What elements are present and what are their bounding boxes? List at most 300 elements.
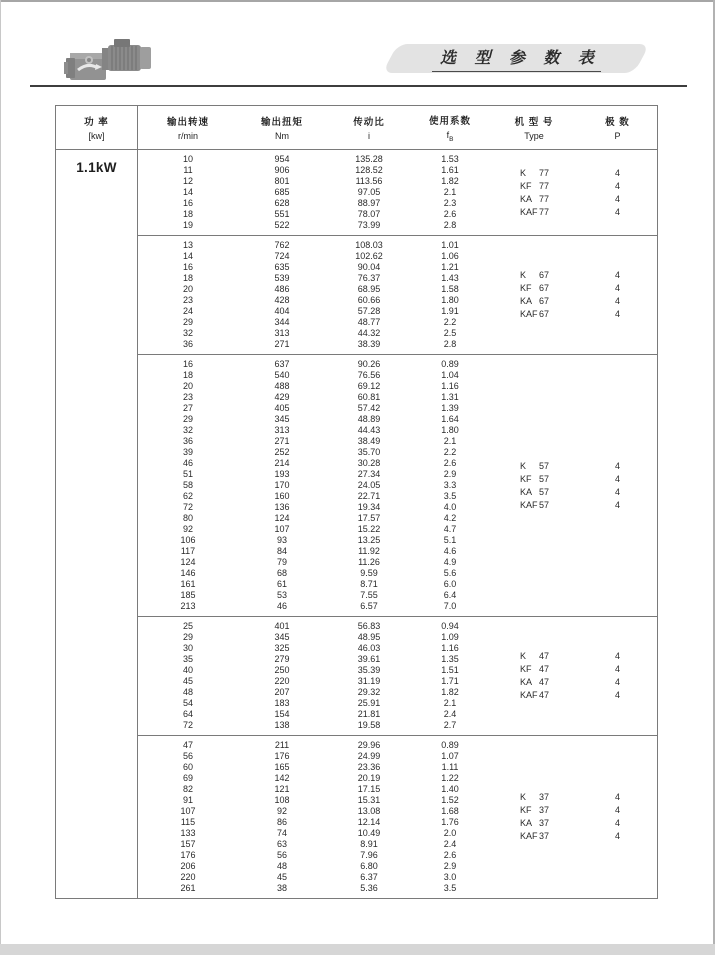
type-label xyxy=(488,830,580,843)
cell-factor: 2.1 xyxy=(443,698,457,708)
cell-ratio: 90.26 xyxy=(357,359,381,369)
cell-torque: 345 xyxy=(274,632,290,642)
cell-factor: 2.9 xyxy=(443,469,457,479)
cell-speed: 32 xyxy=(182,425,193,435)
data-rows xyxy=(138,359,488,612)
table-row xyxy=(138,568,488,579)
type-prefix: KF xyxy=(520,805,532,815)
cell-factor: 2.4 xyxy=(443,709,457,719)
cell-speed: 36 xyxy=(182,436,193,446)
divider-rule xyxy=(30,85,687,87)
type-row xyxy=(488,830,657,843)
table-row xyxy=(138,579,488,590)
cell-factor: 1.22 xyxy=(441,773,459,783)
type-prefix: KA xyxy=(520,818,533,828)
cell-torque: 762 xyxy=(274,240,290,250)
table-row xyxy=(138,240,488,251)
cell-ratio: 90.04 xyxy=(357,262,381,272)
cell-factor: 1.80 xyxy=(441,425,459,435)
cell-torque: 220 xyxy=(274,676,290,686)
cell-ratio: 27.34 xyxy=(357,469,381,479)
cell-speed: 16 xyxy=(182,359,193,369)
cell-speed: 56 xyxy=(182,751,193,761)
cell-factor: 0.94 xyxy=(441,621,459,631)
table-row xyxy=(138,425,488,436)
cell-speed: 14 xyxy=(182,187,193,197)
type-prefix: KAF xyxy=(520,831,538,841)
type-label xyxy=(488,460,580,473)
cell-factor: 1.06 xyxy=(441,251,459,261)
cell-factor: 2.3 xyxy=(443,198,457,208)
cell-torque: 93 xyxy=(276,535,287,545)
cell-ratio: 97.05 xyxy=(357,187,381,197)
poles-value: 4 xyxy=(614,818,620,828)
cell-ratio: 17.15 xyxy=(357,784,381,794)
cell-torque: 63 xyxy=(276,839,287,849)
cell-factor: 5.6 xyxy=(443,568,457,578)
cell-speed: 54 xyxy=(182,698,193,708)
cell-ratio: 5.36 xyxy=(360,883,378,893)
header-poles-zh: 极 数 xyxy=(605,117,630,128)
poles-value: 4 xyxy=(614,499,620,510)
sections-root xyxy=(138,150,657,898)
cell-ratio: 6.80 xyxy=(360,861,378,871)
type-row xyxy=(488,650,657,663)
cell-speed: 62 xyxy=(182,491,193,501)
cell-speed: 30 xyxy=(182,643,193,653)
cell-torque: 313 xyxy=(274,425,290,435)
type-row xyxy=(488,473,657,486)
cell-factor: 6.4 xyxy=(443,590,457,600)
cell-ratio: 15.31 xyxy=(357,795,381,805)
cell-ratio: 88.97 xyxy=(357,198,381,208)
cell-factor: 2.8 xyxy=(443,339,457,349)
header-cell-speed xyxy=(138,106,238,149)
table-row xyxy=(138,317,488,328)
type-prefix: KAF xyxy=(520,309,538,319)
type-row xyxy=(488,689,657,702)
header-factor-zh: 使用系数 xyxy=(428,115,471,127)
cell-factor: 1.68 xyxy=(441,806,459,816)
cell-factor: 1.11 xyxy=(441,762,459,772)
data-rows xyxy=(138,740,488,894)
cell-factor: 4.9 xyxy=(443,557,457,567)
type-row xyxy=(488,295,657,308)
table-row xyxy=(138,403,488,414)
cell-torque: 271 xyxy=(274,436,290,446)
header-cell-power xyxy=(56,106,138,149)
cell-ratio: 39.61 xyxy=(357,654,381,664)
cell-factor: 7.0 xyxy=(443,601,457,611)
cell-speed: 58 xyxy=(182,480,193,490)
table-row xyxy=(138,676,488,687)
type-prefix: KA xyxy=(520,296,533,306)
cell-torque: 207 xyxy=(274,687,290,697)
type-row xyxy=(488,499,657,512)
cell-factor: 0.89 xyxy=(441,359,459,369)
poles-value: 4 xyxy=(614,690,620,700)
table-row xyxy=(138,284,488,295)
cell-speed: 24 xyxy=(182,306,193,316)
cell-ratio: 19.34 xyxy=(357,502,381,512)
table-row xyxy=(138,524,488,535)
cell-torque: 401 xyxy=(274,621,290,631)
cell-factor: 2.7 xyxy=(443,720,457,730)
type-size: 37 xyxy=(539,805,550,815)
header-speed-zh: 输出转速 xyxy=(166,117,209,128)
type-block xyxy=(488,621,657,731)
cell-ratio: 7.55 xyxy=(360,590,378,600)
type-label xyxy=(488,473,580,486)
cell-speed: 29 xyxy=(182,632,193,642)
poles-value: 4 xyxy=(614,206,620,217)
selection-table xyxy=(55,105,658,899)
cell-torque: 540 xyxy=(274,370,290,380)
cell-factor: 0.89 xyxy=(441,740,459,750)
table-row xyxy=(138,709,488,720)
cell-ratio: 29.32 xyxy=(357,687,381,697)
type-row xyxy=(488,804,657,817)
type-size: 67 xyxy=(539,283,550,293)
cell-factor: 5.1 xyxy=(443,535,457,545)
cell-torque: 801 xyxy=(274,176,290,186)
cell-torque: 142 xyxy=(274,773,290,783)
cell-factor: 3.0 xyxy=(443,872,457,882)
table-row xyxy=(138,328,488,339)
cell-factor: 2.8 xyxy=(443,220,457,230)
cell-ratio: 78.07 xyxy=(357,209,381,219)
cell-torque: 53 xyxy=(276,590,287,600)
cell-ratio: 128.52 xyxy=(355,165,383,175)
cell-factor: 1.09 xyxy=(441,632,459,642)
table-section xyxy=(138,235,657,354)
cell-factor: 2.6 xyxy=(443,850,457,860)
cell-ratio: 60.81 xyxy=(357,392,381,402)
cell-torque: 45 xyxy=(276,872,287,882)
cell-torque: 428 xyxy=(274,295,290,305)
table-row xyxy=(138,414,488,425)
type-row xyxy=(488,460,657,473)
table-row xyxy=(138,176,488,187)
type-prefix: KAF xyxy=(520,690,538,700)
type-row xyxy=(488,206,657,219)
cell-torque: 79 xyxy=(276,557,287,567)
table-row xyxy=(138,872,488,883)
cell-torque: 954 xyxy=(274,154,290,164)
cell-factor: 6.0 xyxy=(443,579,457,589)
table-row xyxy=(138,339,488,350)
cell-speed: 25 xyxy=(182,621,193,631)
type-row xyxy=(488,180,657,193)
table-row xyxy=(138,806,488,817)
type-size: 47 xyxy=(539,651,550,661)
factor-subscript: B xyxy=(449,135,454,143)
table-row xyxy=(138,740,488,751)
table-header xyxy=(56,106,657,150)
cell-ratio: 13.08 xyxy=(357,806,381,816)
table-section xyxy=(138,354,657,616)
cell-ratio: 60.66 xyxy=(357,295,381,305)
type-prefix: KF xyxy=(520,283,532,293)
header-cell-torque xyxy=(238,106,326,149)
type-size: 47 xyxy=(539,664,550,674)
cell-factor: 1.64 xyxy=(441,414,459,424)
data-rows xyxy=(138,621,488,731)
cell-ratio: 48.95 xyxy=(357,632,381,642)
table-body xyxy=(56,150,657,898)
cell-speed: 11 xyxy=(183,165,193,175)
cell-speed: 117 xyxy=(180,546,196,556)
type-size: 67 xyxy=(539,309,550,319)
table-row xyxy=(138,883,488,894)
cell-torque: 38 xyxy=(276,883,287,893)
type-size: 47 xyxy=(539,677,550,687)
cell-ratio: 29.96 xyxy=(357,740,381,750)
cell-factor: 1.43 xyxy=(441,273,459,283)
type-label xyxy=(488,167,580,180)
type-size: 57 xyxy=(539,460,550,471)
cell-speed: 18 xyxy=(182,370,193,380)
type-label xyxy=(488,499,580,512)
cell-speed: 46 xyxy=(182,458,193,468)
type-prefix: KF xyxy=(520,473,532,484)
table-row xyxy=(138,436,488,447)
cell-torque: 160 xyxy=(274,491,290,501)
type-label xyxy=(488,269,580,282)
cell-factor: 1.53 xyxy=(441,154,459,164)
table-row xyxy=(138,295,488,306)
poles-value: 4 xyxy=(614,180,620,191)
header-cell-ratio xyxy=(326,106,412,149)
cell-speed: 39 xyxy=(182,447,193,457)
cell-torque: 405 xyxy=(274,403,290,413)
cell-speed: 23 xyxy=(182,392,193,402)
cell-torque: 193 xyxy=(274,469,290,479)
table-row xyxy=(138,502,488,513)
table-row xyxy=(138,469,488,480)
cell-speed: 47 xyxy=(182,740,193,750)
poles-value: 4 xyxy=(614,805,620,815)
cell-factor: 1.52 xyxy=(441,795,459,805)
type-block xyxy=(488,359,657,612)
table-row xyxy=(138,632,488,643)
table-row xyxy=(138,773,488,784)
table-row xyxy=(138,861,488,872)
table-row xyxy=(138,654,488,665)
type-row xyxy=(488,676,657,689)
table-row xyxy=(138,165,488,176)
cell-speed: 20 xyxy=(182,284,193,294)
cell-ratio: 15.22 xyxy=(357,524,381,534)
page-frame-left xyxy=(0,0,1,955)
cell-torque: 345 xyxy=(274,414,290,424)
cell-speed: 14 xyxy=(182,251,193,261)
cell-torque: 46 xyxy=(276,601,287,611)
cell-speed: 176 xyxy=(180,850,196,860)
cell-speed: 12 xyxy=(182,176,193,186)
header-type-unit: Type xyxy=(524,131,544,141)
cell-ratio: 135.28 xyxy=(355,154,383,164)
cell-torque: 170 xyxy=(274,480,290,490)
type-size: 37 xyxy=(539,831,550,841)
table-row xyxy=(138,187,488,198)
cell-speed: 185 xyxy=(180,590,196,600)
type-block xyxy=(488,154,657,231)
table-row xyxy=(138,546,488,557)
cell-speed: 48 xyxy=(182,687,193,697)
table-row xyxy=(138,154,488,165)
cell-torque: 176 xyxy=(274,751,290,761)
cell-speed: 206 xyxy=(180,861,196,871)
type-size: 57 xyxy=(539,486,550,497)
table-row xyxy=(138,784,488,795)
cell-factor: 1.39 xyxy=(441,403,459,413)
table-row xyxy=(138,381,488,392)
poles-value: 4 xyxy=(614,677,620,687)
cell-factor: 2.6 xyxy=(443,458,457,468)
table-row xyxy=(138,220,488,231)
cell-torque: 165 xyxy=(274,762,290,772)
cell-speed: 51 xyxy=(182,469,193,479)
poles-value: 4 xyxy=(614,296,620,306)
cell-ratio: 35.70 xyxy=(357,447,381,457)
poles-value: 4 xyxy=(614,309,620,319)
page-frame-top xyxy=(0,0,715,2)
type-size: 77 xyxy=(539,167,550,178)
cell-torque: 211 xyxy=(274,740,290,750)
cell-speed: 45 xyxy=(182,676,193,686)
type-size: 47 xyxy=(539,690,550,700)
cell-torque: 685 xyxy=(274,187,290,197)
cell-speed: 60 xyxy=(182,762,193,772)
header-factor-unit xyxy=(447,130,454,143)
cell-factor: 1.58 xyxy=(441,284,459,294)
table-row xyxy=(138,557,488,568)
cell-ratio: 38.39 xyxy=(357,339,381,349)
table-row xyxy=(138,447,488,458)
cell-ratio: 56.83 xyxy=(357,621,381,631)
cell-factor: 2.2 xyxy=(443,317,457,327)
cell-ratio: 30.28 xyxy=(357,458,381,468)
cell-speed: 19 xyxy=(182,220,193,230)
cell-torque: 344 xyxy=(274,317,290,327)
cell-torque: 279 xyxy=(274,654,290,664)
type-block xyxy=(488,740,657,894)
cell-ratio: 19.58 xyxy=(357,720,381,730)
type-prefix: KA xyxy=(520,486,533,497)
cell-speed: 10 xyxy=(182,154,193,164)
cell-ratio: 31.19 xyxy=(357,676,381,686)
cell-ratio: 35.39 xyxy=(357,665,381,675)
type-label xyxy=(488,650,580,663)
type-row xyxy=(488,486,657,499)
type-prefix: K xyxy=(520,167,527,178)
cell-ratio: 6.57 xyxy=(360,601,378,611)
cell-torque: 136 xyxy=(274,502,290,512)
table-row xyxy=(138,251,488,262)
cell-torque: 48 xyxy=(276,861,287,871)
type-prefix: K xyxy=(520,270,527,280)
cell-speed: 124 xyxy=(180,557,196,567)
type-row xyxy=(488,282,657,295)
header-poles-unit: P xyxy=(614,131,621,141)
cell-ratio: 7.96 xyxy=(360,850,378,860)
cell-factor: 1.82 xyxy=(441,687,459,697)
table-row xyxy=(138,198,488,209)
type-prefix: KAF xyxy=(520,206,538,217)
poles-value: 4 xyxy=(614,486,620,497)
cell-factor: 1.04 xyxy=(441,370,459,380)
cell-factor: 1.01 xyxy=(441,240,459,250)
table-row xyxy=(138,665,488,676)
type-prefix: KF xyxy=(520,180,532,191)
cell-speed: 20 xyxy=(182,381,193,391)
cell-factor: 2.0 xyxy=(443,828,457,838)
table-row xyxy=(138,643,488,654)
cell-factor: 1.51 xyxy=(441,665,459,675)
poles-value: 4 xyxy=(614,193,620,204)
cell-ratio: 24.05 xyxy=(357,480,381,490)
cell-factor: 1.31 xyxy=(441,392,459,402)
type-prefix: KF xyxy=(520,664,532,674)
table-row xyxy=(138,850,488,861)
cell-ratio: 8.91 xyxy=(360,839,378,849)
cell-speed: 213 xyxy=(180,601,196,611)
table-row xyxy=(138,720,488,731)
table-row xyxy=(138,359,488,370)
cell-factor: 2.1 xyxy=(443,436,457,446)
cell-speed: 82 xyxy=(182,784,193,794)
poles-value: 4 xyxy=(614,651,620,661)
cell-torque: 74 xyxy=(276,828,287,838)
table-row xyxy=(138,370,488,381)
cell-factor: 1.40 xyxy=(441,784,459,794)
cell-torque: 404 xyxy=(274,306,290,316)
cell-ratio: 48.89 xyxy=(357,414,381,424)
cell-ratio: 20.19 xyxy=(357,773,381,783)
type-size: 37 xyxy=(539,818,550,828)
cell-speed: 32 xyxy=(182,328,193,338)
type-prefix: K xyxy=(520,460,527,471)
data-rows xyxy=(138,154,488,231)
cell-ratio: 9.59 xyxy=(360,568,378,578)
table-row xyxy=(138,817,488,828)
cell-ratio: 23.36 xyxy=(357,762,381,772)
cell-factor: 2.9 xyxy=(443,861,457,871)
cell-ratio: 102.62 xyxy=(355,251,383,261)
type-prefix: K xyxy=(520,651,527,661)
table-row xyxy=(138,306,488,317)
cell-torque: 539 xyxy=(274,273,290,283)
cell-ratio: 113.56 xyxy=(355,176,383,186)
gearmotor-photo xyxy=(62,38,162,86)
cell-ratio: 38.49 xyxy=(357,436,381,446)
cell-factor: 1.82 xyxy=(441,176,459,186)
cell-ratio: 17.57 xyxy=(357,513,381,523)
cell-factor: 4.2 xyxy=(443,513,457,523)
table-row xyxy=(138,392,488,403)
cell-ratio: 8.71 xyxy=(360,579,378,589)
type-prefix: KAF xyxy=(520,499,538,510)
cell-torque: 214 xyxy=(274,458,290,468)
cell-torque: 56 xyxy=(276,850,287,860)
cell-speed: 91 xyxy=(182,795,193,805)
cell-ratio: 44.32 xyxy=(357,328,381,338)
cell-factor: 3.5 xyxy=(443,491,457,501)
cell-factor: 1.71 xyxy=(441,676,459,686)
type-label xyxy=(488,791,580,804)
type-prefix: KA xyxy=(520,193,533,204)
